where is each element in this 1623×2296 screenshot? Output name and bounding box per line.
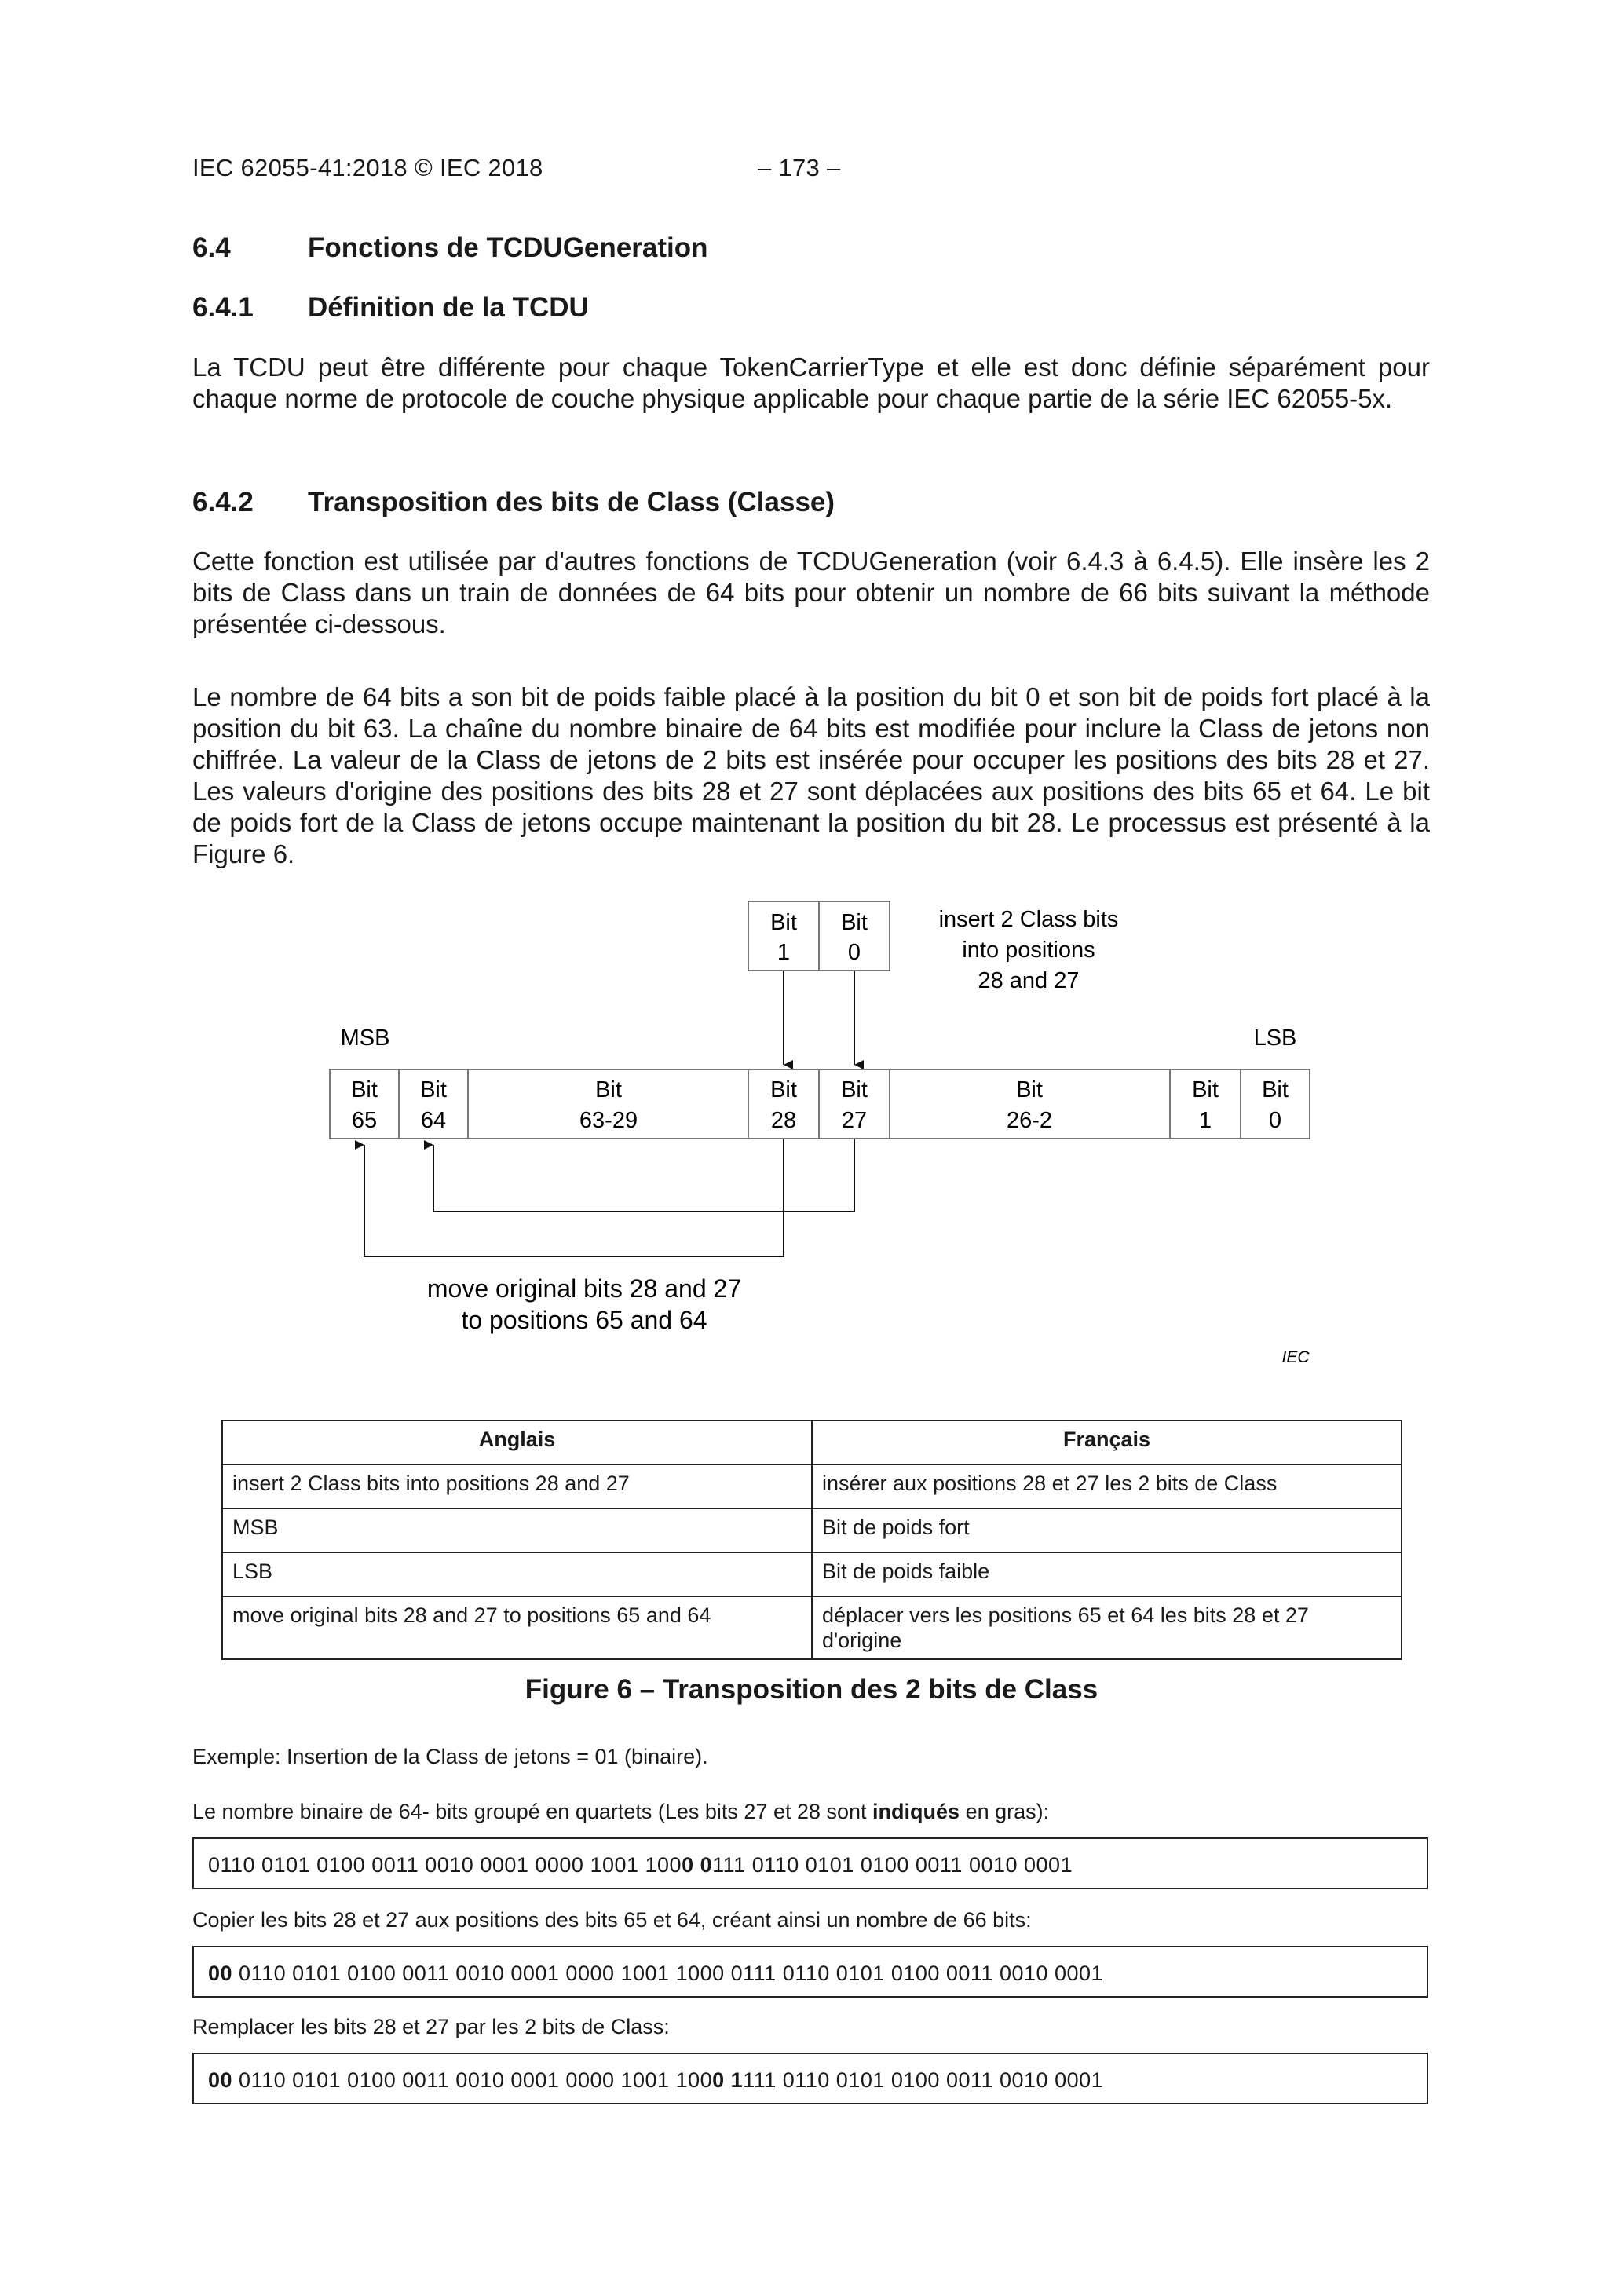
bit-cell-value: 65 bbox=[351, 1108, 378, 1133]
bit-cell-label: Bit bbox=[351, 1077, 378, 1102]
page-number: – 173 – bbox=[758, 154, 841, 181]
insert-label-line: 28 and 27 bbox=[978, 968, 1080, 993]
bit-cell-value: 64 bbox=[420, 1108, 447, 1133]
paragraph-6-4-2-a: Cette fonction est utilisée par d'autres fonctions de TCDUGeneration (voir 6.4.3 à 6.4.5). Elle insère les 2 bits de Class dans un train de données de 64 bits pour obtenir un nombre de 66 bits suivant la méthode présentée ci-dessous. bbox=[192, 547, 1430, 638]
top-cell-label: Bit bbox=[770, 910, 797, 935]
legend-header: Français bbox=[812, 1420, 1402, 1464]
top-cell-label: Bit bbox=[841, 910, 868, 935]
figure-caption: Figure 6 – Transposition des 2 bits de Class bbox=[525, 1674, 1098, 1705]
class-bits-box bbox=[748, 901, 890, 971]
bit-cell-label: Bit bbox=[841, 1077, 868, 1102]
bit-cell-label: Bit bbox=[1192, 1077, 1219, 1102]
section-title: Définition de la TCDU bbox=[308, 292, 589, 323]
binary-bold: 0 bbox=[700, 1853, 713, 1877]
example-line-3: Remplacer les bits 28 et 27 par les 2 bits de Class: bbox=[192, 2015, 670, 2038]
binary-bold: 00 bbox=[208, 1961, 233, 1985]
bit-cell-label: Bit bbox=[420, 1077, 447, 1102]
binary-text: 0110 0101 0100 0011 0010 0001 0000 1001 100 bbox=[208, 1853, 682, 1877]
binary-text bbox=[725, 2068, 731, 2092]
legend-cell-en: MSB bbox=[222, 1508, 812, 1552]
binary-text: 111 0110 0101 0100 0011 0010 0001 bbox=[743, 2068, 1104, 2092]
bit-cell-value: 26-2 bbox=[1006, 1108, 1053, 1133]
insert-label-line: into positions bbox=[962, 938, 1095, 963]
binary-bold: 0 bbox=[682, 1853, 694, 1877]
table-row bbox=[222, 1596, 1402, 1659]
section-number: 6.4.1 bbox=[192, 292, 254, 323]
binary-bold: 00 bbox=[208, 2068, 233, 2092]
binary-box-66-copied bbox=[192, 1946, 1428, 1998]
binary-text: 0110 0101 0100 0011 0010 0001 0000 1001 100 bbox=[232, 2068, 713, 2092]
legend-cell-en: LSB bbox=[222, 1552, 812, 1596]
move-label-line: to positions 65 and 64 bbox=[461, 1306, 707, 1334]
binary-text: 111 0110 0101 0100 0011 0010 0001 bbox=[712, 1853, 1073, 1877]
section-title: Transposition des bits de Class (Classe) bbox=[308, 487, 835, 517]
paragraph-6-4-1: La TCDU peut être différente pour chaque TokenCarrierType et elle est donc définie séparément pour chaque norme de protocole de couche physique applicable pour chaque partie de la série IEC 62055-5x. bbox=[192, 353, 1430, 413]
bold-run: indiqués bbox=[872, 1800, 960, 1823]
binary-text bbox=[694, 1853, 700, 1877]
bit-cell-label: Bit bbox=[1016, 1077, 1043, 1102]
bit-cell-value: 63-29 bbox=[579, 1108, 638, 1133]
example-line-2: Copier les bits 28 et 27 aux positions des bits 65 et 64, créant ainsi un nombre de 66 bits: bbox=[192, 1908, 1032, 1932]
move-arrow-27-to-64 bbox=[433, 1139, 854, 1212]
legend-header-row bbox=[222, 1420, 1402, 1464]
legend-cell-fr: Bit de poids fort bbox=[812, 1508, 1402, 1552]
move-arrow-28-to-65 bbox=[364, 1139, 784, 1256]
legend-cell-en: move original bits 28 and 27 to positions 65 and 64 bbox=[222, 1596, 812, 1659]
binary-box-66-final bbox=[192, 2053, 1428, 2104]
legend-table bbox=[221, 1420, 1402, 1660]
bit-cell-value: 27 bbox=[841, 1108, 868, 1133]
table-row bbox=[222, 1552, 1402, 1596]
bit-cell-label: Bit bbox=[1262, 1077, 1289, 1102]
binary-bold: 0 bbox=[712, 2068, 725, 2092]
binary-box-64 bbox=[192, 1837, 1428, 1889]
legend-cell-fr: Bit de poids faible bbox=[812, 1552, 1402, 1596]
top-cell-value: 1 bbox=[777, 940, 791, 965]
table-row bbox=[222, 1464, 1402, 1508]
lsb-label: LSB bbox=[1253, 1026, 1297, 1051]
legend-cell-fr: insérer aux positions 28 et 27 les 2 bits de Class bbox=[812, 1464, 1402, 1508]
msb-label: MSB bbox=[340, 1026, 390, 1051]
bit-cell-value: 0 bbox=[1268, 1108, 1282, 1133]
bit-cell-label: Bit bbox=[770, 1077, 797, 1102]
bit-row bbox=[330, 1069, 1310, 1139]
text-run: Le nombre binaire de 64- bits groupé en quartets (Les bits 27 et 28 sont bbox=[192, 1800, 873, 1823]
bit-cell-value: 1 bbox=[1198, 1108, 1212, 1133]
section-title: Fonctions de TCDUGeneration bbox=[308, 232, 708, 263]
section-number: 6.4.2 bbox=[192, 487, 254, 517]
text-run: en gras): bbox=[960, 1800, 1050, 1823]
example-intro: Exemple: Insertion de la Class de jetons = 01 (binaire). bbox=[192, 1745, 708, 1768]
legend-cell-en: insert 2 Class bits into positions 28 and 27 bbox=[222, 1464, 812, 1508]
binary-text: 0110 0101 0100 0011 0010 0001 0000 1001 1000 0111 0110 0101 0100 0011 0010 0001 bbox=[232, 1961, 1104, 1985]
move-label-line: move original bits 28 and 27 bbox=[426, 1274, 742, 1303]
top-cell-value: 0 bbox=[847, 940, 861, 965]
binary-bold: 1 bbox=[730, 2068, 744, 2092]
insert-label-line: insert 2 Class bits bbox=[938, 907, 1119, 932]
example-line-1 bbox=[192, 1800, 1049, 1824]
bit-cell-label: Bit bbox=[595, 1077, 622, 1102]
paragraph-6-4-2-b: Le nombre de 64 bits a son bit de poids faible placé à la position du bit 0 et son bit de poids fort placé à la position du bit 63. La chaîne du nombre binaire de 64 bits est modifiée pour inclure la Class de jetons non chiffrée. La valeur de la Class de jetons de 2 bits est insérée pour occuper les positions des bits 28 et 27. Les valeurs d'origine des positions des bits 28 et 27 sont déplacées aux positions des bits 65 et 64. Le bit de poids fort de la Class de jetons occupe maintenant la position du bit 28. Le processus est présenté à la Figure 6. bbox=[192, 682, 1430, 868]
legend-cell-fr: déplacer vers les positions 65 et 64 les bits 28 et 27 d'origine bbox=[812, 1596, 1402, 1659]
legend-header: Anglais bbox=[222, 1420, 812, 1464]
table-row bbox=[222, 1508, 1402, 1552]
iec-tag: IEC bbox=[1281, 1348, 1310, 1366]
header-standard-ref: IEC 62055-41:2018 © IEC 2018 bbox=[192, 154, 543, 181]
section-number: 6.4 bbox=[192, 232, 231, 263]
bit-cell-value: 28 bbox=[770, 1108, 797, 1133]
